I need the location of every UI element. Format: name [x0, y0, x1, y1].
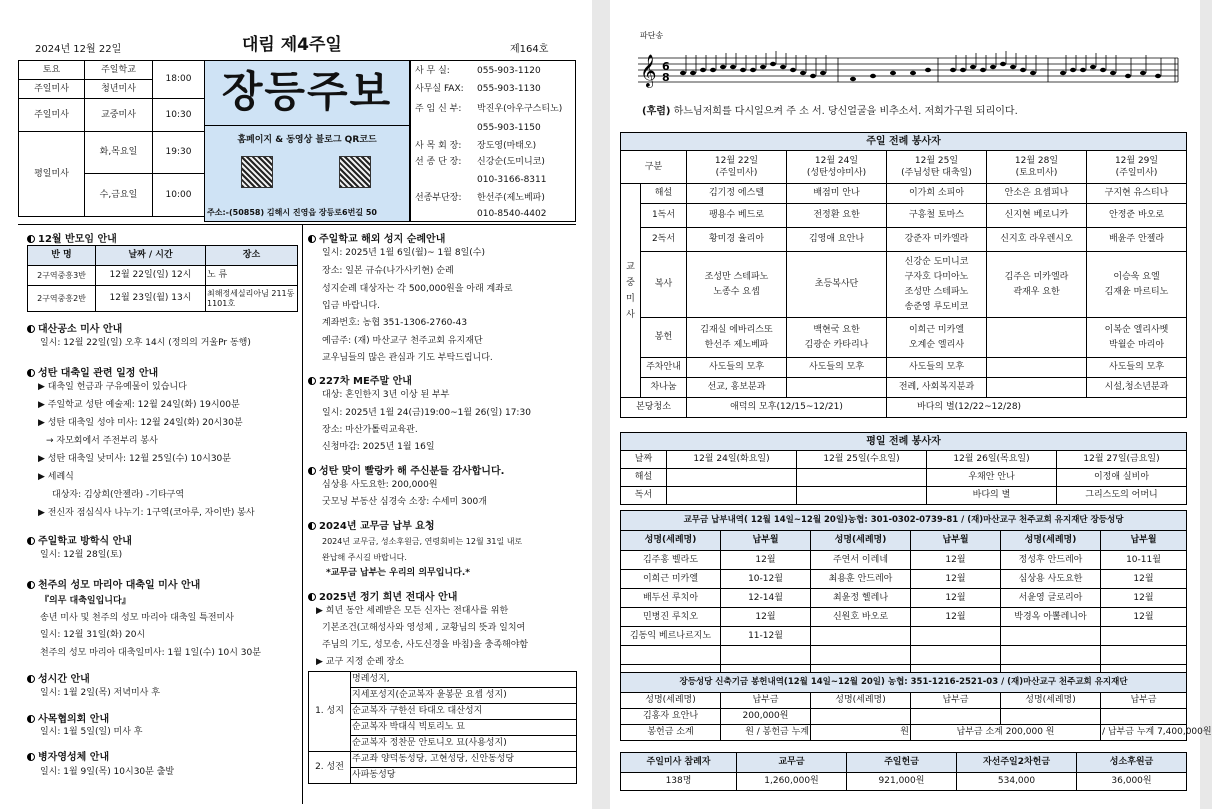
header-divider	[18, 224, 576, 225]
table-cell: 12-14월	[721, 589, 811, 608]
table-cell	[721, 646, 811, 665]
table-cell: 교무금	[737, 753, 847, 773]
table-cell: 12월 26일(목요일)	[927, 451, 1057, 469]
table-cell: 1,260,000원	[737, 773, 847, 791]
section-title: 2024년 교무금 납부 요청	[308, 517, 435, 532]
table-cell: 순교복자 박대식 빅토리노 묘	[351, 720, 577, 736]
table-cell: 시설,청소년분과	[1087, 378, 1187, 398]
liturgical-week: 대림 제4주일	[242, 35, 342, 55]
mass-day: 토요	[19, 61, 85, 80]
left-page	[0, 0, 592, 809]
text-line: 송년 미사 및 천주의 성모 마리아 대축일 특전미사	[40, 613, 234, 623]
text-line: ▶ 성탄 대축일 낮미사: 12월 25일(수) 10시30분	[38, 454, 231, 464]
section-bullet-icon	[27, 581, 35, 589]
table-cell: 12월 29일 (주일미사)	[1087, 151, 1187, 184]
table-cell: 날짜 / 시간	[96, 246, 206, 266]
table-cell: 성명(세례명)	[621, 693, 721, 709]
table-cell: 최윤정 헬레나	[811, 589, 911, 608]
table-cell: 성명(세례명)	[1001, 693, 1101, 709]
mass-time: 10:00	[153, 174, 205, 217]
table-cell: 1독서	[641, 204, 687, 228]
section-bullet-icon	[27, 753, 35, 761]
table-cell: 교중미사	[621, 184, 641, 398]
section-bullet-icon	[27, 675, 35, 683]
text-line: 천주의 성모 마리아 대축일미사: 1월 1일(수) 10시 30분	[40, 648, 261, 658]
table-cell: 납부금	[721, 693, 811, 709]
text-line: 일시: 1월 2일(목) 저녁미사 후	[40, 688, 160, 698]
text-line: 일시: 12월 31일(화) 20시	[40, 630, 146, 640]
text-line: 완납해 주시길 바랍니다.	[322, 553, 407, 562]
song-title: 파단송	[640, 31, 664, 40]
table-cell: 성소후원금	[1077, 753, 1187, 773]
table-cell: 김영애 요안나	[787, 228, 887, 252]
text-line: 주님의 기도, 성모송, 사도신경을 바침)을 충족해야함	[322, 640, 529, 650]
text-line: 대상자: 김상희(안젤라) -기타구역	[52, 490, 185, 500]
table-cell: 12월 27일(금요일)	[1057, 451, 1187, 469]
table-cell	[1101, 709, 1187, 725]
table-cell: 차나눔	[641, 378, 687, 398]
table-cell: 성명(세례명)	[1001, 531, 1101, 551]
column-divider	[302, 224, 303, 804]
table-cell: 선교, 홍보분과	[687, 378, 787, 398]
table-cell: 이희근 미카엘 오계순 엘리사	[887, 318, 987, 358]
table-cell: 신원호 바오로	[811, 608, 911, 627]
table-cell: 원	[811, 725, 911, 741]
table-cell: 10-12월	[721, 570, 811, 589]
section-title: 성탄 대축일 관련 일정 안내	[27, 364, 158, 379]
table-cell	[1001, 627, 1101, 646]
mass-type: 교중미사	[85, 99, 153, 132]
text-line: 예금주: (재) 마산교구 천주교회 유지재단	[322, 336, 483, 346]
text-line: 일시: 2025년 1월 6일(월)~ 1월 8일(수)	[322, 248, 485, 258]
table-cell: 이희근 미카엘	[621, 570, 721, 589]
table-cell: / 납부금 누계 7,400,000원	[1101, 725, 1187, 741]
mass-times-table	[18, 60, 205, 217]
text-line: 신청마감: 2025년 1월 16일	[322, 442, 435, 452]
table-cell: 12월 24일 (성탄성야미사)	[787, 151, 887, 184]
table-cell: 김주은 미카엘라 곽재우 요한	[987, 252, 1087, 318]
table-cell	[621, 646, 721, 665]
song-lyrics: (후렴) 하느님저희를 다시일으켜 주 소 서. 당신얼굴을 비추소서. 저희가구원 되리이다.	[642, 106, 1018, 117]
table-cell: 전례, 사회복지분과	[887, 378, 987, 398]
table-cell: 12월	[911, 551, 1001, 570]
table-cell: 12월 25일(수요일)	[797, 451, 927, 469]
table-cell: 2구역중흥2반	[28, 286, 96, 312]
video-blog-qr-icon[interactable]	[339, 156, 371, 188]
contact-value: 장도영(마태오)	[477, 141, 537, 151]
table-cell: 구지현 유스티나	[1087, 184, 1187, 204]
table-cell: 백현국 요한 김광순 카타리나	[787, 318, 887, 358]
mass-type: 주일학교	[85, 61, 153, 80]
bulletin-logo: 장등주보	[221, 67, 393, 116]
text-line: 성지순례 대상자는 각 500,000원을 아래 계좌로	[322, 284, 513, 294]
table-cell: 신강순 도미니코 구자호 다미아노 조성만 스테파노 송준영 루도비코	[887, 252, 987, 318]
section-bullet-icon	[27, 715, 35, 723]
table-cell: 1. 성지	[309, 672, 351, 752]
section-bullet-icon	[308, 235, 316, 243]
text-line: 장소: 일본 규슈(나가사키현) 순례	[322, 266, 454, 276]
table-cell: 안정준 바오로	[1087, 204, 1187, 228]
table-cell: 12월 24일(화요일)	[667, 451, 797, 469]
table-cell: 12월	[911, 570, 1001, 589]
table-cell: 성명(세례명)	[811, 531, 911, 551]
table-cell: 우채안 안나	[927, 469, 1057, 487]
mass-day: 평일미사	[19, 132, 85, 217]
group-meeting-table	[27, 245, 298, 312]
table-cell: 해설	[641, 184, 687, 204]
table-cell: 12월	[721, 608, 811, 627]
text-line: ▶ 성탄 대축일 성야 미사: 12월 24일(화) 20시30분	[38, 418, 243, 428]
section-title: 병자영성체 안내	[27, 748, 109, 763]
table-cell: 12월	[911, 589, 1001, 608]
table-cell: 12월 25일 (주님성탄 대축일)	[887, 151, 987, 184]
table-cell: 해설	[621, 469, 667, 487]
table-cell	[667, 487, 797, 505]
table-cell	[1101, 627, 1187, 646]
table-cell	[797, 487, 927, 505]
text-line: *교무금 납부는 우리의 의무입니다.*	[326, 568, 470, 578]
text-line: 2024년 교무금, 성소후원금, 연령회비는 12월 31일 내로	[322, 537, 523, 546]
mass-day: 주일미사	[19, 99, 85, 132]
contact-value: 055-903-1130	[477, 84, 541, 94]
table-cell	[811, 627, 911, 646]
table-cell: 황미경 율리아	[687, 228, 787, 252]
table-cell: 이복순 엘리사벳 박월순 마리아	[1087, 318, 1187, 358]
table-cell: 김기정 에스텔	[687, 184, 787, 204]
building-fund-title: 장등성당 신축기금 봉헌내역(12월 14일~12월 20일) 농협: 351-1216-2521-03 / (재)마산교구 천주교회 유지재단	[621, 673, 1187, 693]
table-cell: 반 명	[28, 246, 96, 266]
issue-number: 제164호	[510, 44, 549, 55]
contact-key: 사 무 실:	[415, 66, 450, 76]
logo-box	[204, 60, 410, 126]
table-cell: 11-12월	[721, 627, 811, 646]
text-line: 일시: 1월 5일(일) 미사 후	[40, 727, 143, 737]
homepage-qr-icon[interactable]	[241, 156, 273, 188]
section-title: 2025년 정기 희년 전대사 안내	[308, 588, 457, 603]
table-cell: 그리스도의 어머니	[1057, 487, 1187, 505]
weekday-servers-table	[620, 432, 1187, 505]
contact-value: 신강순(도미니코)	[477, 157, 545, 167]
table-cell: 김주홍 벨라도	[621, 551, 721, 570]
svg-text:𝄞: 𝄞	[640, 54, 657, 87]
table-cell: 정성후 안드레아	[1001, 551, 1101, 570]
mass-day: 주일미사	[19, 80, 85, 99]
section-bullet-icon	[27, 369, 35, 377]
table-cell: 납부금	[911, 693, 1001, 709]
table-cell: 신지현 베로니카	[987, 204, 1087, 228]
pilgrimage-sites-table	[308, 671, 577, 784]
table-cell	[987, 378, 1087, 398]
table-cell: 신지호 라우렌시오	[987, 228, 1087, 252]
text-line: ▶ 세례식	[38, 472, 74, 482]
table-cell: 봉헌	[641, 318, 687, 358]
table-cell: 독서	[621, 487, 667, 505]
table-cell: 김동익 베르나르지노	[621, 627, 721, 646]
table-cell: 주일미사 참례자	[621, 753, 737, 773]
table-cell: 2. 성전	[309, 752, 351, 784]
svg-text:8: 8	[662, 71, 670, 84]
text-line: 굿모닝 부동산 심경숙 소장: 수세미 300개	[322, 497, 487, 507]
table-cell: 주일헌금	[847, 753, 957, 773]
table-cell: 12월 28일 (토요미사)	[987, 151, 1087, 184]
mass-time: 10:30	[153, 99, 205, 132]
mass-time: 18:00	[153, 61, 205, 99]
table-cell: 심상용 사도요한	[1001, 570, 1101, 589]
table-cell: 바다의 별(12/22~12/28)	[887, 398, 1187, 418]
text-line: 일시: 12월 28일(토)	[40, 550, 123, 560]
table-cell: 초등복사단	[787, 252, 887, 318]
table-cell: 이가희 소피아	[887, 184, 987, 204]
table-cell: 12월	[911, 608, 1001, 627]
table-cell: 36,000원	[1077, 773, 1187, 791]
text-line: 계좌번호: 농협 351-1306-2760-43	[322, 318, 468, 328]
section-bullet-icon	[308, 377, 316, 385]
table-cell: 138명	[621, 773, 737, 791]
mass-type: 청년미사	[85, 80, 153, 99]
contact-value: 010-8540-4402	[477, 209, 547, 219]
text-line: ▶ 주일학교 성탄 예술제: 12월 24일(화) 19시00분	[38, 400, 240, 410]
table-cell: 성명(세례명)	[621, 531, 721, 551]
table-cell: 노 류	[206, 266, 298, 286]
text-line: 기본조건(고해성사와 영성체 , 교황님의 뜻과 일치여	[322, 623, 526, 633]
contact-key: 사 목 회 장:	[415, 141, 462, 151]
table-cell	[987, 318, 1087, 358]
text-line: 입금 바랍니다.	[322, 301, 380, 311]
table-cell: 자선주일2차헌금	[957, 753, 1077, 773]
table-cell: 납부월	[911, 531, 1001, 551]
table-cell: 12월 22일 (주일미사)	[687, 151, 787, 184]
weekday-servers-title: 평일 전례 봉사자	[621, 433, 1187, 451]
contact-value: 박진우(아우구스티노)	[477, 104, 563, 114]
svg-text:6: 6	[662, 60, 670, 73]
table-cell: 장소	[206, 246, 298, 266]
right-page	[610, 0, 1212, 809]
table-cell	[811, 646, 911, 665]
table-cell: 최용훈 안드레아	[811, 570, 911, 589]
table-cell: 2구역중흥3반	[28, 266, 96, 286]
table-cell: 날짜	[621, 451, 667, 469]
table-cell: 구흥철 토마스	[887, 204, 987, 228]
table-cell: 납부금	[1101, 693, 1187, 709]
section-bullet-icon	[308, 467, 316, 475]
text-line: 일시: 2025년 1월 24(금)19:00~1월 26(일) 17:30	[322, 408, 531, 418]
table-cell: 팽용수 베드로	[687, 204, 787, 228]
table-cell: 바다의 별	[927, 487, 1057, 505]
table-cell: 최해정세실리아님 211동 1101호	[206, 286, 298, 312]
bulletin-date: 2024년 12월 22일	[35, 44, 122, 55]
section-title: 사목협의회 안내	[27, 710, 109, 725]
table-cell	[1001, 709, 1101, 725]
table-cell: 민병진 루치오	[621, 608, 721, 627]
table-cell: 성명(세례명)	[811, 693, 911, 709]
table-cell: 주차안내	[641, 358, 687, 378]
table-cell: 박경옥 아뽈레니아	[1001, 608, 1101, 627]
table-cell: 사도들의 모후	[1087, 358, 1187, 378]
table-cell	[911, 627, 1001, 646]
table-cell: 명례성지,	[351, 672, 577, 688]
table-cell: 배윤주 안젤라	[1087, 228, 1187, 252]
table-cell: 복사	[641, 252, 687, 318]
table-cell: 200,000원	[721, 709, 811, 725]
table-cell: 원 / 봉헌금 누계	[721, 725, 811, 741]
table-cell: 12월	[721, 551, 811, 570]
church-address: 주소:-(50858) 김해시 진영읍 장등로6번길 50	[207, 208, 377, 217]
text-line: ▶ 교구 지정 순례 장소	[316, 657, 404, 667]
table-cell: 이정애 실비아	[1057, 469, 1187, 487]
section-bullet-icon	[27, 235, 35, 243]
section-title: 227차 ME주말 안내	[308, 372, 412, 387]
table-cell: 사도들의 모후	[687, 358, 787, 378]
table-cell: 배점미 안나	[787, 184, 887, 204]
table-cell: 구분	[621, 151, 687, 184]
table-cell: 지세포성지(순교복자 윤봉문 요셉 성지)	[351, 688, 577, 704]
table-cell	[911, 709, 1001, 725]
table-cell: 강준자 미카엘라	[887, 228, 987, 252]
table-cell	[667, 469, 797, 487]
mass-type: 수,금요일	[85, 174, 153, 217]
table-cell: 김재실 에바리스또 한선주 제노베파	[687, 318, 787, 358]
table-cell	[1101, 646, 1187, 665]
text-line: 『의무 대축일입니다』	[40, 596, 131, 606]
table-cell	[787, 378, 887, 398]
contact-key: 주 임 신 부:	[415, 104, 462, 114]
table-cell: 12월	[1101, 608, 1187, 627]
table-cell: 12월	[1101, 589, 1187, 608]
text-line: 교우님들의 많은 관심과 기도 부탁드립니다.	[322, 353, 493, 363]
contacts-box	[410, 60, 576, 222]
section-title: 성탄 맞이 빨랑카 해 주신분들 감사합니다.	[308, 462, 504, 477]
table-cell: 12월 22일(일) 12시	[96, 266, 206, 286]
section-title: 12월 반모임 안내	[27, 230, 117, 245]
table-cell: 사파동성당	[351, 768, 577, 784]
table-cell: 조성만 스테파노 노종수 요셉	[687, 252, 787, 318]
sunday-servers-table	[620, 132, 1187, 418]
dues-title: 교무금 납부내역( 12월 14일~12월 20일)농협: 301-0302-0739-81 / (재)마산교구 천주교회 유지재단 장등성당	[621, 511, 1187, 531]
table-cell: 본당청소	[621, 398, 687, 418]
section-bullet-icon	[308, 593, 316, 601]
text-line: → 자모회에서 주전부리 봉사	[46, 436, 158, 446]
mass-time: 19:30	[153, 132, 205, 174]
text-line: 일시: 1월 9일(목) 10시30분 출발	[40, 767, 175, 777]
table-cell: 김홍자 요안나	[621, 709, 721, 725]
table-cell: 10-11월	[1101, 551, 1187, 570]
contact-key: 선종부단장:	[415, 193, 462, 203]
table-cell: 납부금 소계 200,000 원	[911, 725, 1101, 741]
table-cell: 순교복자 구한선 타대오 대산성지	[351, 704, 577, 720]
table-cell: 납부월	[721, 531, 811, 551]
table-cell: 서윤영 글로리아	[1001, 589, 1101, 608]
section-bullet-icon	[308, 522, 316, 530]
table-cell: 12월	[1101, 570, 1187, 589]
table-cell: 534,000	[957, 773, 1077, 791]
table-cell: 봉헌금 소계	[621, 725, 721, 741]
contact-value: 한선주(제노베파)	[477, 193, 545, 203]
table-cell: 납부월	[1101, 531, 1187, 551]
table-cell: 사도들의 모후	[787, 358, 887, 378]
text-line: 장소: 마산가톨릭교육관.	[322, 425, 418, 435]
stats-table	[620, 752, 1187, 791]
table-cell	[911, 646, 1001, 665]
table-cell: 이승욱 요엘 김재윤 마르티노	[1087, 252, 1187, 318]
contact-value: 055-903-1150	[477, 123, 541, 133]
mass-type: 화,목요일	[85, 132, 153, 174]
section-bullet-icon	[27, 325, 35, 333]
qr-box	[204, 126, 410, 222]
dues-table	[620, 510, 1187, 684]
qr-label: 홈페이지 & 동영상 블로그 QR코드	[237, 135, 377, 145]
contact-key: 사무실 FAX:	[415, 84, 464, 94]
section-title: 주일학교 방학식 안내	[27, 532, 132, 547]
contact-key: 선 종 단 장:	[415, 157, 462, 167]
section-bullet-icon	[27, 537, 35, 545]
text-line: ▶ 대축일 헌금과 구유예물이 있습니다	[38, 382, 187, 392]
text-line: 대상: 혼인한지 3년 이상 된 부부	[322, 390, 450, 400]
contact-value: 055-903-1120	[477, 66, 541, 76]
table-cell: 2독서	[641, 228, 687, 252]
table-cell	[1001, 646, 1101, 665]
section-title: 성시간 안내	[27, 670, 90, 685]
text-line: ▶ 희년 동안 세례받은 모든 신자는 전대사를 위한	[316, 606, 509, 616]
table-cell: 순교복자 정찬문 안토니오 묘(사용성지)	[351, 736, 577, 752]
section-title: 천주의 성모 마리아 대축일 미사 안내	[27, 576, 200, 591]
section-title: 주일학교 해외 성지 순례안내	[308, 230, 445, 245]
text-line: 일시: 12월 22일(일) 오후 14시 (정의의 거울Pr 동행)	[40, 338, 251, 348]
table-cell: 12월 23일(월) 13시	[96, 286, 206, 312]
table-cell	[987, 358, 1087, 378]
table-cell: 921,000원	[847, 773, 957, 791]
table-cell: 주교좌 양덕동성당, 고현성당, 신안동성당	[351, 752, 577, 768]
music-staff-icon	[638, 50, 1178, 90]
text-line: ▶ 전신자 점심식사 나누기: 1구역(코아루, 자이반) 봉사	[38, 508, 255, 518]
section-title: 대산공소 미사 안내	[27, 320, 122, 335]
table-cell	[811, 709, 911, 725]
building-fund-table	[620, 672, 1212, 741]
contact-value: 010-3166-8311	[477, 175, 547, 185]
table-cell	[797, 469, 927, 487]
table-cell: 주연서 이레네	[811, 551, 911, 570]
table-cell: 사도들의 모후	[887, 358, 987, 378]
sunday-servers-title: 주일 전례 봉사자	[621, 133, 1187, 151]
table-cell: 안소은 요셉피나	[987, 184, 1087, 204]
table-cell: 배두선 루치아	[621, 589, 721, 608]
table-cell: 애덕의 모후(12/15~12/21)	[687, 398, 887, 418]
table-cell: 전정환 요한	[787, 204, 887, 228]
text-line: 심상용 사도요한: 200,000원	[322, 480, 438, 490]
